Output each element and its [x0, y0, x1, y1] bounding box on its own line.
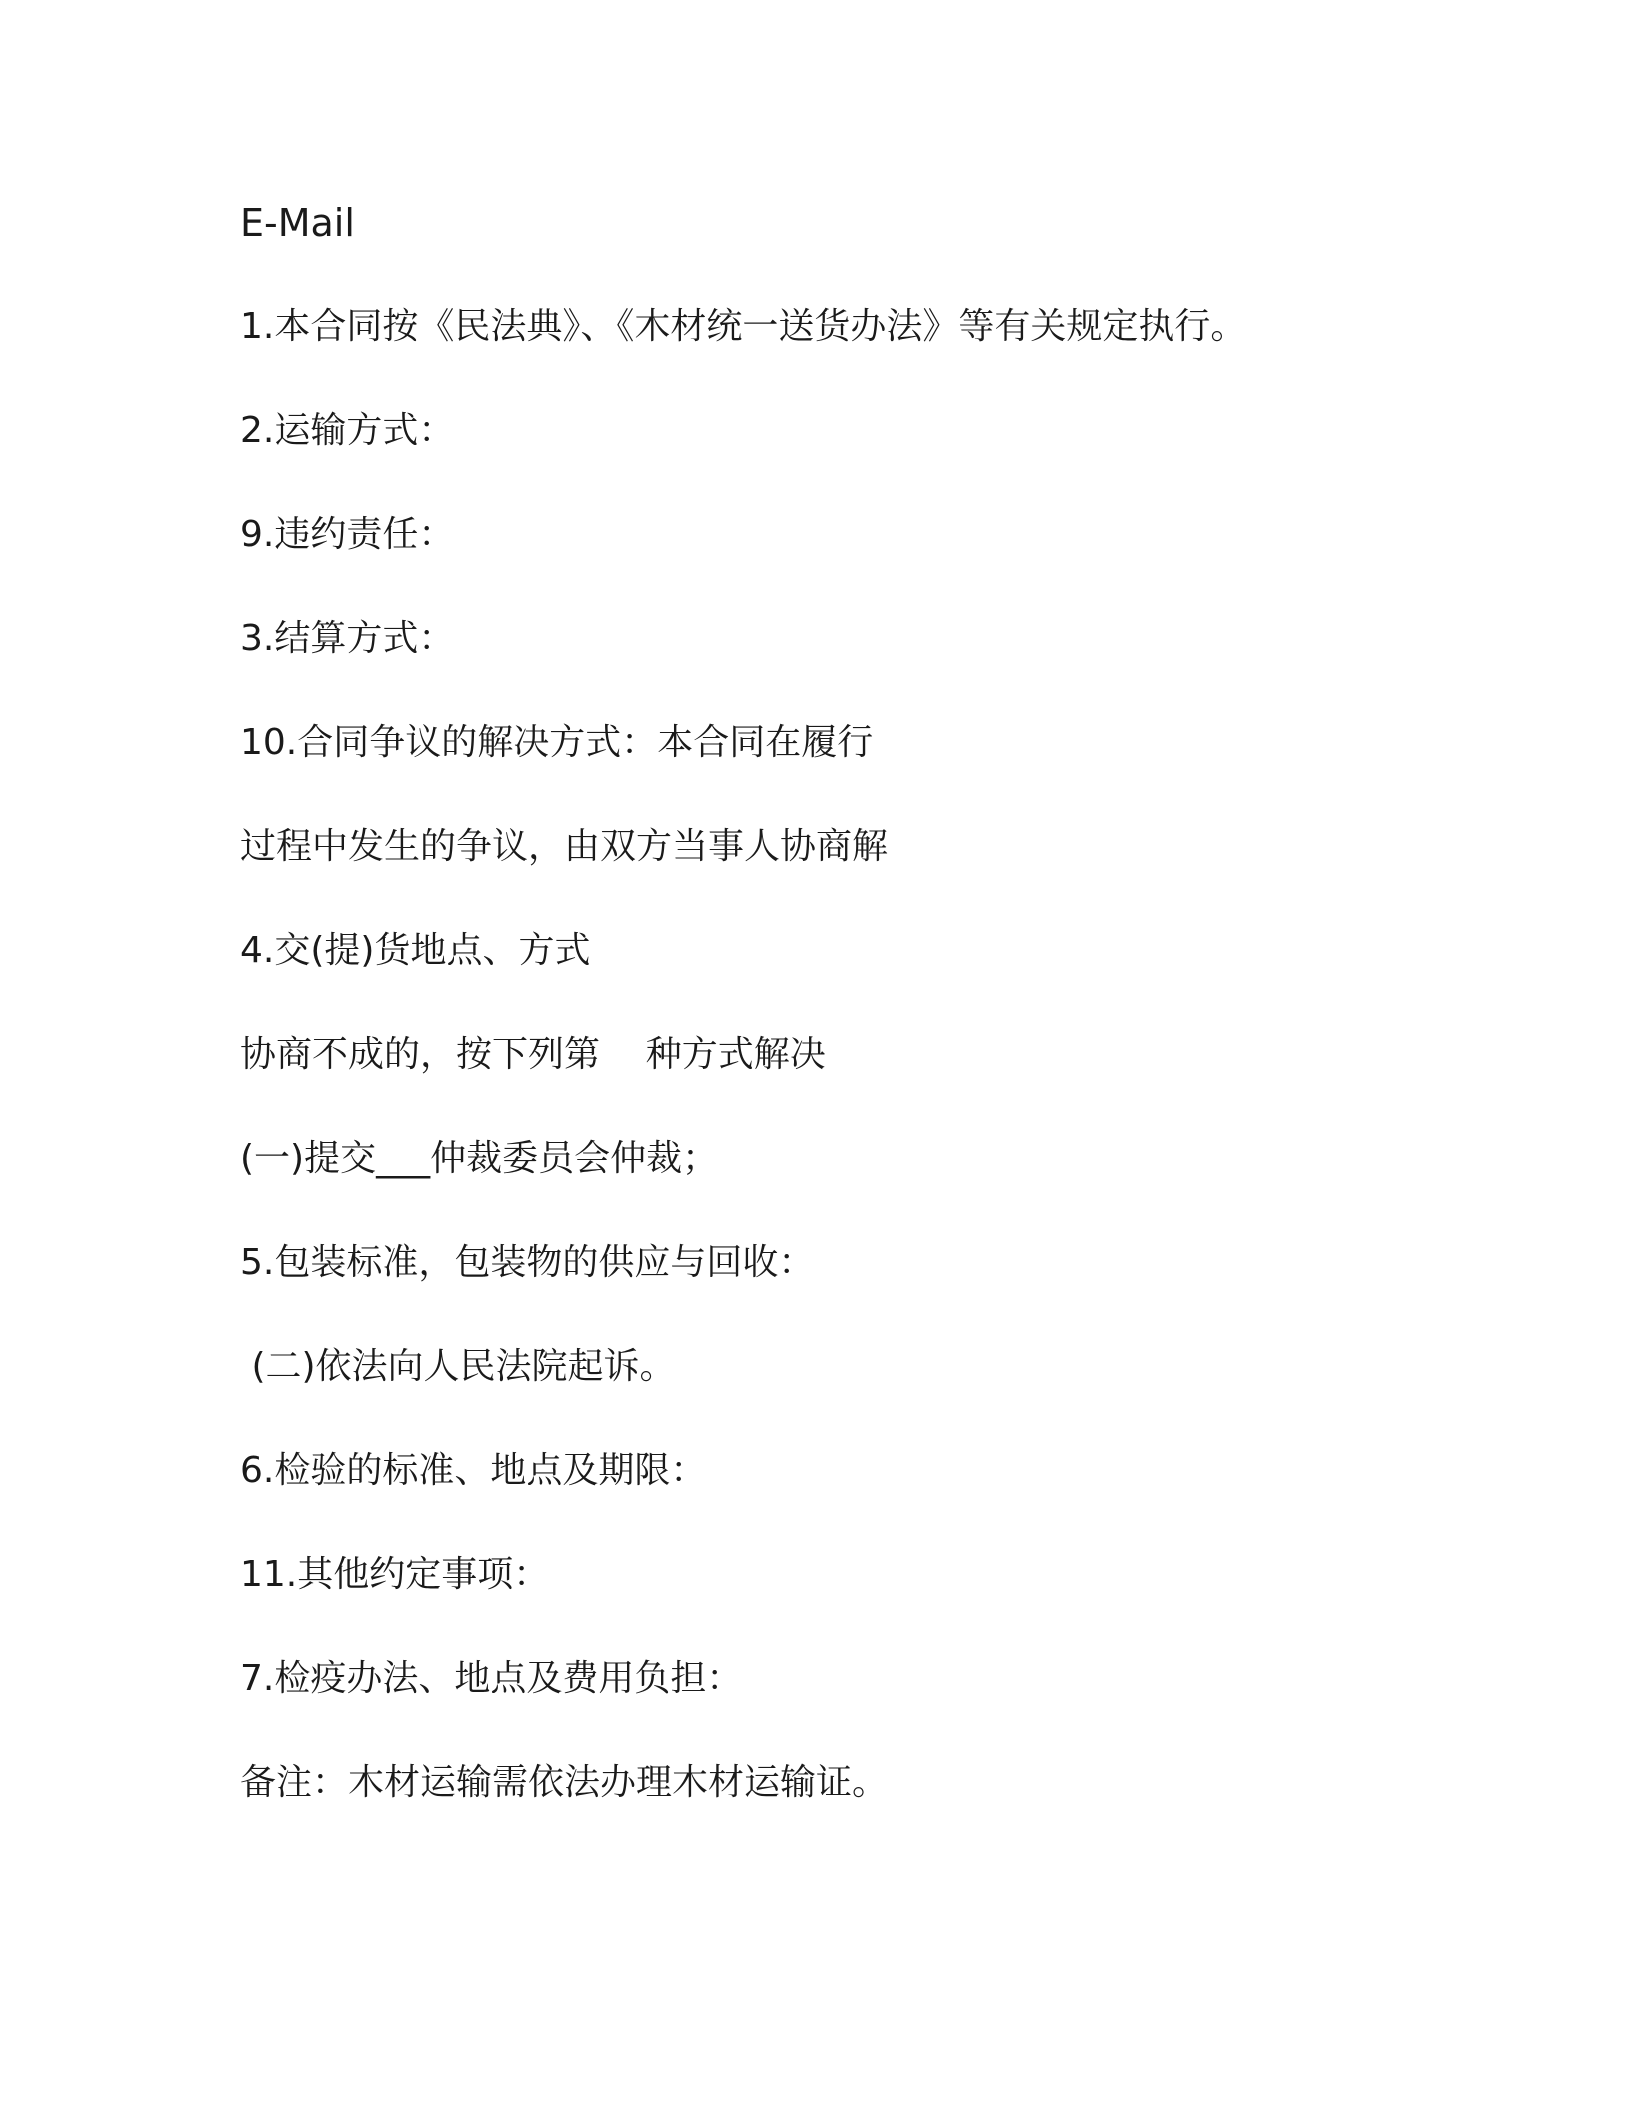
dispute-method-choice: 协商不成的，按下列第 种方式解决: [240, 1034, 826, 1075]
clause-10-dispute: 10.合同争议的解决方式：本合同在履行: [240, 722, 874, 763]
clause-5-packaging: 5.包装标准，包装物的供应与回收：: [240, 1242, 815, 1283]
clause-11-other: 11.其他约定事项：: [240, 1554, 550, 1595]
clause-3-settlement: 3.结算方式：: [240, 618, 455, 659]
email-label: E-Mail: [240, 201, 355, 245]
dispute-option-arbitration: (一)提交___仲裁委员会仲裁；: [240, 1138, 719, 1179]
clause-4-delivery: 4.交(提)货地点、方式: [240, 930, 591, 971]
clause-7-quarantine: 7.检疫办法、地点及费用负担：: [240, 1658, 743, 1699]
clause-9-liability: 9.违约责任：: [240, 514, 455, 555]
dispute-option-court: (二)依法向人民法院起诉。: [240, 1346, 676, 1387]
remarks: 备注：木材运输需依法办理木材运输证。: [240, 1762, 889, 1803]
clause-2-transport: 2.运输方式：: [240, 410, 455, 451]
clause-6-inspection: 6.检验的标准、地点及期限：: [240, 1450, 707, 1491]
clause-10-dispute-cont: 过程中发生的争议，由双方当事人协商解: [240, 826, 889, 867]
clause-1-legal-basis: 1.本合同按《民法典》、《木材统一送货办法》等有关规定执行。: [240, 306, 1247, 347]
document-body: [240, 195, 1440, 1859]
